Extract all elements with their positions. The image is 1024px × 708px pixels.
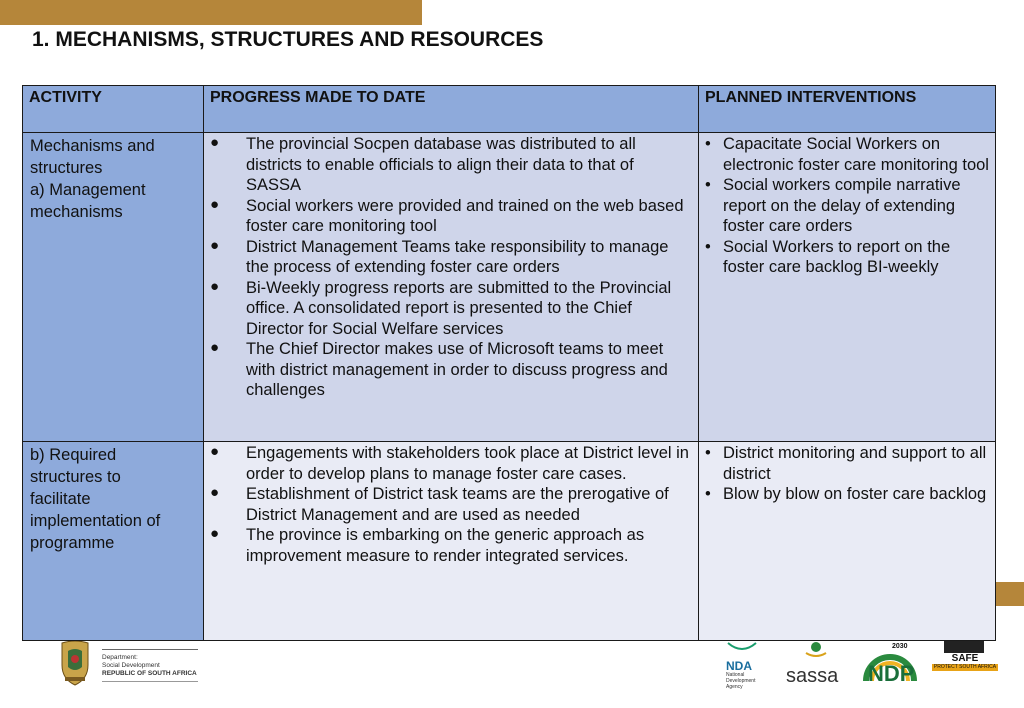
progress-list: [204, 442, 698, 566]
coat-of-arms-logo: [58, 641, 92, 687]
progress-cell: [204, 442, 699, 641]
top-accent-bar: [0, 0, 422, 25]
table-row: [23, 133, 996, 442]
bullet-icon: ●: [210, 134, 220, 151]
bullet-icon: •: [705, 135, 711, 153]
stay-safe-logo: SAFE PROTECT SOUTH AFRICA: [932, 641, 998, 691]
activity-line: b) Required: [30, 446, 117, 464]
ndp-logo: 2030 NDP: [868, 643, 915, 686]
bullet-icon: •: [705, 237, 711, 256]
list-item: ● The provincial Socpen database was distributed to all districts to enable officials to align their data to that of SASSA: [210, 134, 636, 194]
activity-line: Mechanisms and: [30, 137, 155, 155]
bullet-icon: ●: [210, 484, 220, 501]
list-item: ● Bi-Weekly progress reports are submitted to the Provincial office. A consolidated report is presented to the Chief Director for Social Welfare services: [210, 277, 672, 338]
bullet-icon: •: [705, 176, 711, 194]
department-label: Department:: [102, 654, 138, 661]
progress-table: [22, 85, 996, 641]
nda-logo: NDA National Development Agency: [722, 641, 762, 697]
list-item: ● Social workers were provided and trained on the web based foster care monitoring tool: [210, 195, 684, 235]
list-item: • Capacitate Social Workers on electronic foster care monitoring tool: [705, 135, 989, 174]
list-item: ● The Chief Director makes use of Microsoft teams to meet with district management in order to discuss progress and challenges: [210, 339, 668, 399]
bullet-icon: ●: [210, 195, 220, 213]
activity-cell: [23, 442, 204, 641]
bullet-icon: ●: [210, 525, 220, 542]
page-title: 1. MECHANISMS, STRUCTURES AND RESOURCES: [32, 28, 544, 51]
list-item: • Blow by blow on foster care backlog: [705, 485, 987, 503]
bullet-icon: ●: [210, 443, 220, 460]
list-item: • District monitoring and support to all district: [705, 444, 987, 483]
bullet-icon: •: [705, 444, 711, 462]
table-header-row: [23, 86, 996, 133]
activity-line: mechanisms: [30, 203, 123, 221]
list-item: ● District Management Teams take responsibility to manage the process of extending foster care orders: [210, 236, 669, 276]
activity-line: facilitate: [30, 490, 91, 508]
activity-line: a) Management: [30, 181, 146, 199]
activity-line: structures: [30, 159, 103, 177]
bullet-icon: ●: [210, 277, 220, 295]
planned-list: [699, 442, 995, 505]
activity-line: programme: [30, 534, 115, 552]
list-item: ● Engagements with stakeholders took place at District level in order to develop plans to manage foster care cases.: [210, 443, 689, 483]
progress-list: [204, 133, 698, 401]
bullet-icon: ●: [210, 236, 220, 254]
list-item: • Social workers compile narrative report on the delay of extending foster care orders: [705, 176, 961, 235]
department-country: REPUBLIC OF SOUTH AFRICA: [102, 670, 197, 677]
list-item: ● Establishment of District task teams are the prerogative of District Management and are used as needed: [210, 484, 669, 524]
table-row: [23, 442, 996, 641]
sassa-logo: sassa: [786, 641, 846, 697]
department-name: Social Development: [102, 662, 160, 669]
list-item: ● The province is embarking on the generic approach as improvement measure to render integrated services.: [210, 525, 645, 565]
header-planned: PLANNED INTERVENTIONS: [699, 86, 996, 133]
planned-cell: [699, 442, 996, 641]
progress-cell: [204, 133, 699, 442]
activity-line: implementation of: [30, 512, 161, 530]
list-item: • Social Workers to report on the foster care backlog BI-weekly: [705, 237, 951, 276]
header-activity: ACTIVITY: [23, 86, 204, 133]
department-logo-text: [102, 641, 198, 682]
planned-cell: [699, 133, 996, 442]
bullet-icon: ●: [210, 339, 220, 356]
bullet-icon: •: [705, 485, 711, 503]
header-progress: PROGRESS MADE TO DATE: [204, 86, 699, 133]
activity-cell: [23, 133, 204, 442]
activity-line: structures to: [30, 468, 121, 486]
planned-list: [699, 133, 995, 278]
side-accent-block: [996, 582, 1024, 606]
